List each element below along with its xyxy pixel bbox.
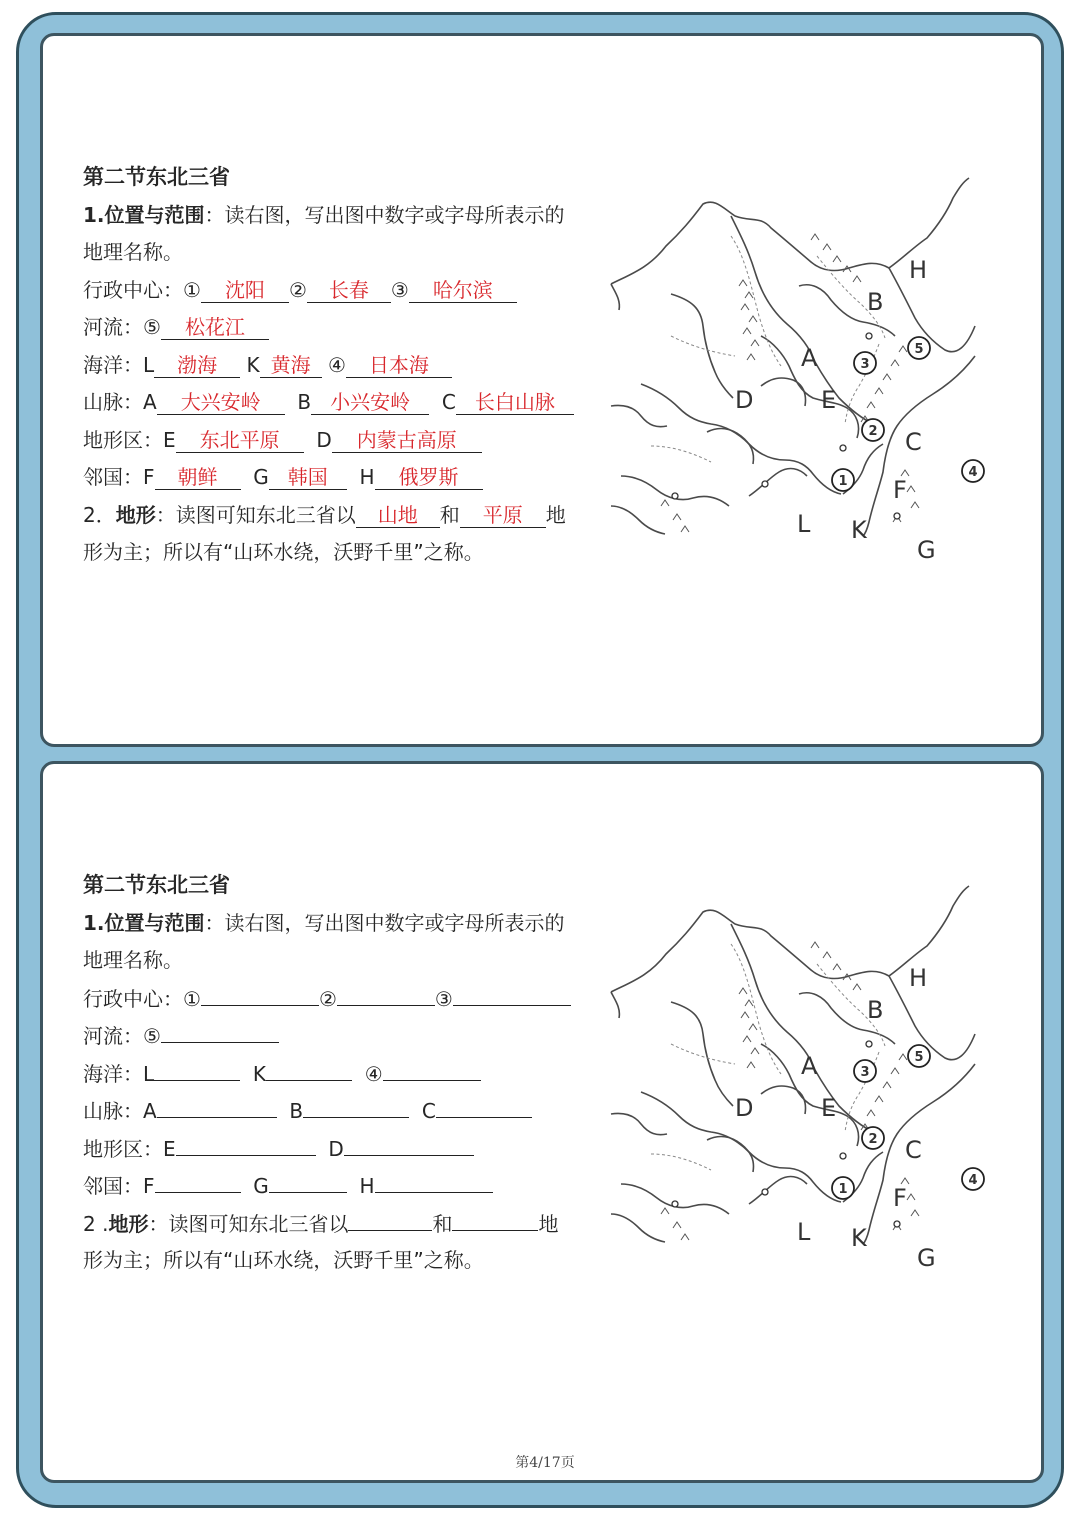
question-text bbox=[83, 867, 603, 1280]
answer-blank[interactable] bbox=[201, 980, 319, 1006]
marker: L bbox=[143, 1061, 155, 1086]
river-line bbox=[83, 1017, 603, 1055]
q1-line-2: 地理名称。 bbox=[83, 240, 183, 264]
marker: ⑤ bbox=[143, 1024, 161, 1048]
worksheet-card-answered bbox=[40, 33, 1044, 747]
marker: H bbox=[359, 465, 375, 489]
map-number-4: 4 bbox=[968, 1173, 978, 1188]
terrain-line bbox=[83, 1130, 603, 1168]
answer-blank[interactable]: 平原 bbox=[460, 502, 546, 528]
map-label-H: H bbox=[909, 256, 928, 284]
admin-label: 行政中心： bbox=[83, 277, 183, 302]
map-label-L: L bbox=[797, 1218, 811, 1246]
mountain-line bbox=[83, 1092, 603, 1130]
marker: G bbox=[253, 465, 269, 489]
map-number-3: 3 bbox=[860, 1065, 870, 1080]
marker: D bbox=[328, 1136, 344, 1161]
q2-and: 和 bbox=[432, 1211, 453, 1236]
q2-number: 2 . bbox=[83, 1211, 109, 1236]
q2-number: 2． bbox=[83, 502, 116, 527]
map-label-A: A bbox=[801, 1052, 818, 1080]
map-number-5: 5 bbox=[914, 1050, 924, 1065]
map-label-D: D bbox=[735, 1094, 754, 1122]
q1-line bbox=[83, 905, 603, 943]
mountain-line bbox=[83, 384, 603, 422]
marker: ④ bbox=[364, 1061, 383, 1086]
marker: ② bbox=[288, 277, 307, 302]
q2-tail: 地 bbox=[538, 1211, 559, 1236]
answer-blank[interactable] bbox=[383, 1055, 481, 1081]
section-title: 第二节东北三省 bbox=[83, 165, 230, 189]
answer-blank[interactable]: 松花江 bbox=[161, 314, 269, 340]
answer-blank[interactable]: 小兴安岭 bbox=[311, 389, 429, 415]
marker: ④ bbox=[328, 352, 346, 377]
marker: ③ bbox=[390, 277, 409, 302]
answer-blank[interactable]: 俄罗斯 bbox=[375, 464, 483, 490]
map-number-1: 1 bbox=[838, 1182, 848, 1197]
q2-heading: 地形 bbox=[108, 1211, 149, 1236]
map-label-G: G bbox=[917, 536, 936, 564]
map-label-L: L bbox=[797, 510, 811, 538]
neighbor-line bbox=[83, 1167, 603, 1205]
answer-blank[interactable] bbox=[157, 1092, 277, 1118]
map-number-4: 4 bbox=[968, 465, 978, 480]
marker: D bbox=[316, 427, 332, 452]
map-label-B: B bbox=[867, 288, 884, 316]
river-label: 河流： bbox=[83, 315, 143, 339]
map-label-A: A bbox=[801, 344, 818, 372]
marker: ⑤ bbox=[143, 315, 161, 339]
mountain-label: 山脉： bbox=[83, 390, 143, 414]
marker: E bbox=[163, 427, 176, 452]
answer-blank[interactable] bbox=[266, 1055, 352, 1081]
northeast-china-map bbox=[611, 884, 978, 1272]
river-label: 河流： bbox=[83, 1024, 143, 1048]
marker: F bbox=[143, 1174, 155, 1198]
marker: C bbox=[421, 1099, 436, 1123]
map-label-H: H bbox=[909, 964, 928, 992]
map-label-K: K bbox=[851, 516, 867, 544]
answer-blank[interactable]: 内蒙古高原 bbox=[332, 427, 482, 453]
marker: A bbox=[143, 390, 157, 414]
answer-blank[interactable]: 韩国 bbox=[269, 464, 347, 490]
sea-line bbox=[83, 347, 603, 385]
answer-blank[interactable] bbox=[452, 1205, 538, 1231]
marker: B bbox=[289, 1099, 304, 1123]
marker: ③ bbox=[434, 986, 453, 1011]
q2-line-2: 形为主；所以有“山环水绕，沃野千里”之称。 bbox=[83, 540, 484, 564]
marker: ① bbox=[183, 277, 201, 302]
q2-heading: 地形 bbox=[115, 502, 156, 527]
answer-blank[interactable]: 沈阳 bbox=[201, 277, 289, 303]
marker: B bbox=[297, 390, 312, 414]
map-label-E: E bbox=[821, 386, 837, 414]
map-label-K: K bbox=[851, 1224, 867, 1252]
answer-blank[interactable] bbox=[303, 1092, 409, 1118]
terrain-line bbox=[83, 422, 603, 460]
marker: ① bbox=[183, 986, 201, 1011]
mountain-label: 山脉： bbox=[83, 1099, 143, 1123]
answer-blank[interactable]: 大兴安岭 bbox=[157, 389, 285, 415]
map-label-F: F bbox=[893, 476, 907, 504]
section-title: 第二节东北三省 bbox=[83, 873, 230, 897]
q1-heading: 1.位置与范围 bbox=[83, 202, 205, 227]
answer-blank[interactable]: 长春 bbox=[307, 277, 391, 303]
q2-text: ：读图可知东北三省以 bbox=[148, 1211, 349, 1236]
sea-label: 海洋： bbox=[83, 352, 143, 377]
map-number-5: 5 bbox=[914, 342, 924, 357]
answer-blank[interactable]: 日本海 bbox=[346, 352, 452, 378]
sea-label: 海洋： bbox=[83, 1061, 143, 1086]
admin-center-line bbox=[83, 980, 603, 1018]
q2-line-2: 形为主；所以有“山环水绕，沃野千里”之称。 bbox=[83, 1248, 484, 1272]
marker: F bbox=[143, 465, 155, 489]
marker: ② bbox=[318, 986, 337, 1011]
marker: E bbox=[163, 1136, 176, 1161]
map-label-C: C bbox=[905, 1136, 922, 1164]
map-number-1: 1 bbox=[838, 474, 848, 489]
marker: H bbox=[359, 1174, 375, 1198]
answer-blank[interactable] bbox=[337, 980, 435, 1006]
answer-blank[interactable]: 山地 bbox=[356, 502, 440, 528]
answer-blank[interactable] bbox=[344, 1130, 474, 1156]
answer-blank[interactable] bbox=[453, 980, 571, 1006]
q1-heading: 1.位置与范围 bbox=[83, 910, 205, 935]
q1-line bbox=[83, 197, 603, 235]
q2-tail: 地 bbox=[545, 502, 566, 527]
northeast-china-map bbox=[611, 176, 978, 564]
answer-blank[interactable] bbox=[436, 1092, 532, 1118]
map-label-B: B bbox=[867, 996, 884, 1024]
q1-line-2: 地理名称。 bbox=[83, 948, 183, 972]
admin-label: 行政中心： bbox=[83, 986, 183, 1011]
neighbor-label: 邻国： bbox=[83, 1174, 143, 1198]
marker: A bbox=[143, 1099, 157, 1123]
answer-blank[interactable] bbox=[269, 1167, 347, 1193]
terrain-label: 地形区： bbox=[83, 1136, 163, 1161]
neighbor-label: 邻国： bbox=[83, 465, 143, 489]
sea-line bbox=[83, 1055, 603, 1093]
answer-blank[interactable] bbox=[161, 1017, 279, 1043]
answer-blank[interactable]: 渤海 bbox=[154, 352, 240, 378]
answer-blank[interactable]: 黄海 bbox=[260, 352, 322, 378]
answer-blank[interactable] bbox=[348, 1205, 432, 1231]
answer-blank[interactable] bbox=[155, 1167, 241, 1193]
q2-line bbox=[83, 497, 603, 535]
answer-blank[interactable]: 哈尔滨 bbox=[409, 277, 517, 303]
answer-blank[interactable]: 东北平原 bbox=[176, 427, 304, 453]
map-label-F: F bbox=[893, 1184, 907, 1212]
admin-center-line bbox=[83, 272, 603, 310]
q1-text: ：读右图，写出图中数字或字母所表示的 bbox=[204, 202, 565, 227]
neighbor-line bbox=[83, 459, 603, 497]
map-number-3: 3 bbox=[860, 357, 870, 372]
q2-line bbox=[83, 1205, 603, 1243]
map-label-G: G bbox=[917, 1244, 936, 1272]
answer-blank[interactable] bbox=[375, 1167, 493, 1193]
map-number-2: 2 bbox=[868, 1132, 878, 1147]
marker: K bbox=[246, 352, 260, 377]
marker: L bbox=[143, 352, 155, 377]
map-label-C: C bbox=[905, 428, 922, 456]
map-label-D: D bbox=[735, 386, 754, 414]
marker: C bbox=[441, 390, 456, 414]
marker: K bbox=[252, 1061, 266, 1086]
river-line bbox=[83, 309, 603, 347]
q2-and: 和 bbox=[439, 502, 460, 527]
question-text bbox=[83, 159, 603, 572]
q2-text: ：读图可知东北三省以 bbox=[155, 502, 356, 527]
q1-text: ：读右图，写出图中数字或字母所表示的 bbox=[204, 910, 565, 935]
worksheet-card-blank bbox=[40, 761, 1044, 1483]
answer-blank[interactable] bbox=[176, 1130, 316, 1156]
map-label-E: E bbox=[821, 1094, 837, 1122]
terrain-label: 地形区： bbox=[83, 427, 163, 452]
map-number-2: 2 bbox=[868, 424, 878, 439]
page-number: 第4/17页 bbox=[515, 1455, 575, 1471]
answer-blank[interactable] bbox=[154, 1055, 240, 1081]
answer-blank[interactable]: 长白山脉 bbox=[456, 389, 574, 415]
marker: G bbox=[253, 1174, 269, 1198]
answer-blank[interactable]: 朝鲜 bbox=[155, 464, 241, 490]
